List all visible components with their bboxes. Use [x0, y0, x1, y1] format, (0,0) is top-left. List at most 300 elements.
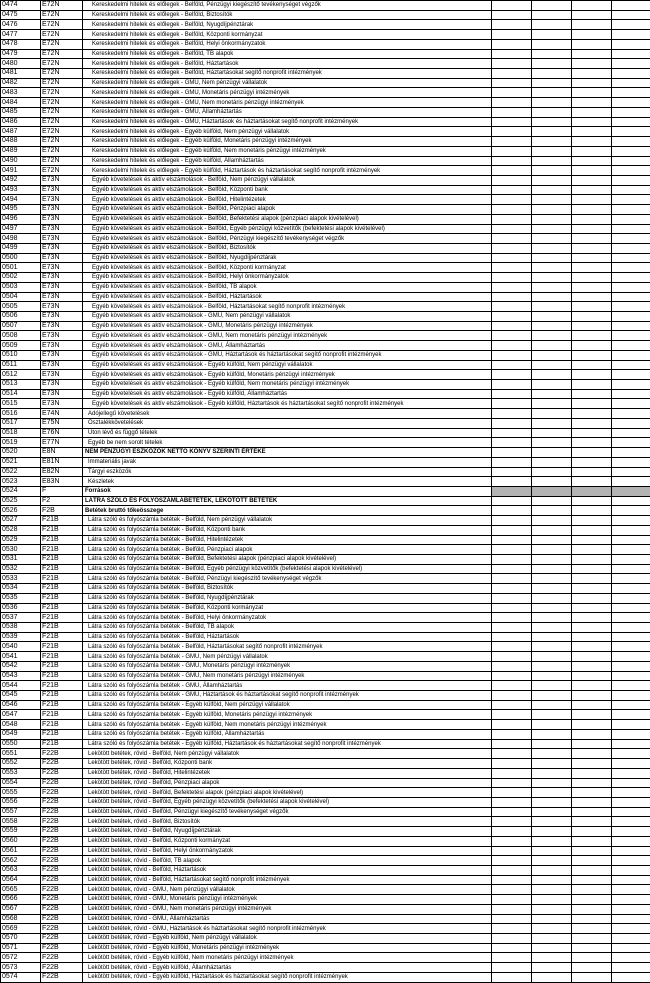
row-code-cell: E73N [41, 292, 83, 302]
value-cell [612, 564, 650, 574]
value-cell [572, 613, 612, 623]
row-number-cell: 0527 [1, 516, 41, 526]
row-description-cell: Kereskedelmi hitelek és előlegek - Belföld, Háztartásokat segítő nonprofit intézmények [83, 69, 492, 79]
value-cell [492, 69, 532, 79]
value-cell [492, 137, 532, 147]
value-cell [492, 380, 532, 390]
value-cell [572, 972, 612, 982]
value-cell [612, 78, 650, 88]
table-row [1, 195, 650, 205]
value-cell [612, 963, 650, 973]
row-description-cell: Osztalékkövetelések [83, 418, 492, 428]
value-cell [612, 107, 650, 117]
value-cell [532, 506, 572, 516]
value-cell [532, 613, 572, 623]
value-cell [572, 69, 612, 79]
row-code-cell: E72N [41, 127, 83, 137]
value-cell [612, 827, 650, 837]
value-cell [532, 117, 572, 127]
row-code-cell: E73N [41, 331, 83, 341]
value-cell [612, 370, 650, 380]
row-code-cell: F21B [41, 603, 83, 613]
value-cell [492, 399, 532, 409]
value-cell [492, 448, 532, 458]
value-cell [572, 380, 612, 390]
row-number-cell: 0532 [1, 564, 41, 574]
value-cell [572, 214, 612, 224]
table-row [1, 661, 650, 671]
value-cell [612, 418, 650, 428]
row-number-cell: 0518 [1, 428, 41, 438]
value-cell [532, 865, 572, 875]
value-cell [572, 39, 612, 49]
row-code-cell: F2 [41, 496, 83, 506]
value-cell [492, 797, 532, 807]
table-row [1, 20, 650, 30]
row-number-cell: 0568 [1, 914, 41, 924]
row-code-cell: F22B [41, 885, 83, 895]
row-description-cell: Egyéb követelések és aktív elszámolások - GMU, Államháztartás [83, 341, 492, 351]
row-description-cell: Egyéb követelések és aktív elszámolások - Belföld, Központi bank [83, 185, 492, 195]
row-description-cell: Látra szóló és folyószámla betétek - GMU, Nem monetáris pénzügyi intézmények [83, 671, 492, 681]
row-number-cell: 0554 [1, 778, 41, 788]
row-description-cell: Egyéb követelések és aktív elszámolások - Egyéb külföld, Háztartások és háztartásokat segítő nonprofit intézmények [83, 399, 492, 409]
row-code-cell: F21B [41, 700, 83, 710]
row-description-cell: Lekötött betétek, rövid - Egyéb külföld, Nem pénzügyi vállalatok [83, 934, 492, 944]
row-number-cell: 0490 [1, 156, 41, 166]
row-number-cell: 0522 [1, 467, 41, 477]
value-cell [492, 865, 532, 875]
table-row [1, 418, 650, 428]
row-code-cell: F21B [41, 535, 83, 545]
value-cell [572, 428, 612, 438]
row-number-cell: 0500 [1, 253, 41, 263]
value-cell [492, 506, 532, 516]
row-number-cell: 0516 [1, 409, 41, 419]
row-description-cell: Források [83, 486, 492, 496]
value-cell [492, 360, 532, 370]
row-description-cell: Egyéb követelések és aktív elszámolások - Belföld, Hitelintézetek [83, 195, 492, 205]
row-code-cell: F2B [41, 506, 83, 516]
table-row [1, 302, 650, 312]
value-cell [492, 904, 532, 914]
row-description-cell: Kereskedelmi hitelek és előlegek - Belföld, Helyi önkormányzatok [83, 39, 492, 49]
row-number-cell: 0488 [1, 137, 41, 147]
row-description-cell: Egyéb követelések és aktív elszámolások - Belföld, TB alapok [83, 282, 492, 292]
table-row [1, 69, 650, 79]
value-cell [612, 88, 650, 98]
value-cell [612, 934, 650, 944]
value-cell [612, 127, 650, 137]
value-cell [492, 30, 532, 40]
value-cell [532, 30, 572, 40]
value-cell [612, 205, 650, 215]
row-number-cell: 0489 [1, 146, 41, 156]
value-cell [532, 205, 572, 215]
row-description-cell: Lekötött betétek, rövid - Belföld, Háztartások [83, 865, 492, 875]
table-row [1, 720, 650, 730]
value-cell [532, 39, 572, 49]
table-row [1, 953, 650, 963]
value-cell [532, 953, 572, 963]
value-cell [572, 749, 612, 759]
row-description-cell: Lekötött betétek, rövid - GMU, Nem pénzügyi vállalatok [83, 885, 492, 895]
row-code-cell: F22B [41, 934, 83, 944]
table-row [1, 350, 650, 360]
table-row [1, 185, 650, 195]
value-cell [572, 273, 612, 283]
row-code-cell: E73N [41, 224, 83, 234]
row-number-cell: 0526 [1, 506, 41, 516]
value-cell [572, 331, 612, 341]
row-number-cell: 0507 [1, 321, 41, 331]
value-cell [532, 554, 572, 564]
row-code-cell: F [41, 486, 83, 496]
row-number-cell: 0546 [1, 700, 41, 710]
row-description-cell: Kereskedelmi hitelek és előlegek - GMU, Nem pénzügyi vállalatok [83, 78, 492, 88]
value-cell [532, 525, 572, 535]
value-cell [492, 593, 532, 603]
row-number-cell: 0486 [1, 117, 41, 127]
value-cell [612, 389, 650, 399]
row-number-cell: 0512 [1, 370, 41, 380]
value-cell [612, 137, 650, 147]
value-cell [572, 554, 612, 564]
row-number-cell: 0509 [1, 341, 41, 351]
row-description-cell: Látra szóló és folyószámla betétek - Belföld, Pénzügyi kiegészítő tevékenységet végzők [83, 574, 492, 584]
value-cell [532, 623, 572, 633]
value-cell [612, 331, 650, 341]
value-cell [532, 438, 572, 448]
row-description-cell: Lekötött betétek, rövid - Belföld, Hitelintézetek [83, 768, 492, 778]
value-cell [572, 875, 612, 885]
value-cell [532, 661, 572, 671]
value-cell [532, 418, 572, 428]
value-cell [612, 263, 650, 273]
row-number-cell: 0574 [1, 972, 41, 982]
value-cell [532, 817, 572, 827]
value-cell [572, 78, 612, 88]
table-row [1, 1, 650, 11]
table-row [1, 292, 650, 302]
row-number-cell: 0538 [1, 623, 41, 633]
value-cell [532, 175, 572, 185]
table-row [1, 321, 650, 331]
row-code-cell: F22B [41, 963, 83, 973]
row-description-cell: Egyéb követelések és aktív elszámolások - Belföld, Egyéb pénzügyi közvetítők (befektetési alapok kivételével) [83, 224, 492, 234]
table-row [1, 875, 650, 885]
row-number-cell: 0573 [1, 963, 41, 973]
value-cell [532, 681, 572, 691]
value-cell [492, 700, 532, 710]
value-cell [572, 895, 612, 905]
row-code-cell: E73N [41, 282, 83, 292]
table-row [1, 865, 650, 875]
value-cell [572, 496, 612, 506]
row-code-cell: E8N [41, 448, 83, 458]
value-cell [532, 788, 572, 798]
row-code-cell: E73N [41, 175, 83, 185]
value-cell [492, 836, 532, 846]
table-row [1, 389, 650, 399]
value-cell [572, 224, 612, 234]
row-code-cell: E73N [41, 350, 83, 360]
row-description-cell: Látra szóló és folyószámla betétek - GMU, Államháztartás [83, 681, 492, 691]
value-cell [612, 448, 650, 458]
row-code-cell: E72N [41, 49, 83, 59]
row-number-cell: 0531 [1, 554, 41, 564]
value-cell [612, 768, 650, 778]
row-description-cell: NEM PÉNZÜGYI ESZKÖZÖK NETTÓ KÖNYV SZERINTI ÉRTÉKE [83, 448, 492, 458]
value-cell [572, 146, 612, 156]
value-cell [532, 749, 572, 759]
row-code-cell: E73N [41, 370, 83, 380]
value-cell [532, 759, 572, 769]
value-cell [612, 234, 650, 244]
value-cell [572, 924, 612, 934]
row-code-cell: F21B [41, 729, 83, 739]
value-cell [492, 438, 532, 448]
value-cell [612, 729, 650, 739]
row-description-cell: Látra szóló és folyószámla betétek - GMU, Háztartások és háztartásokat segítő nonprofit intézmények [83, 691, 492, 701]
value-cell [532, 312, 572, 322]
row-code-cell: E72N [41, 146, 83, 156]
table-row [1, 593, 650, 603]
row-code-cell: E72N [41, 10, 83, 20]
row-number-cell: 0560 [1, 836, 41, 846]
value-cell [572, 350, 612, 360]
value-cell [492, 554, 532, 564]
row-number-cell: 0499 [1, 243, 41, 253]
value-cell [612, 243, 650, 253]
table-row [1, 360, 650, 370]
row-number-cell: 0559 [1, 827, 41, 837]
value-cell [572, 934, 612, 944]
row-description-cell: Kereskedelmi hitelek és előlegek - Egyéb külföld, Monetáris pénzügyi intézmények [83, 137, 492, 147]
row-description-cell: Lekötött betétek, rövid - Belföld, Befektetési alapok (pénzpiaci alapok kivételével) [83, 788, 492, 798]
row-number-cell: 0504 [1, 292, 41, 302]
value-cell [612, 700, 650, 710]
table-row [1, 380, 650, 390]
table-row [1, 234, 650, 244]
value-cell [532, 632, 572, 642]
value-cell [532, 448, 572, 458]
value-cell [612, 788, 650, 798]
value-cell [492, 739, 532, 749]
row-code-cell: E72N [41, 1, 83, 11]
value-cell [492, 584, 532, 594]
row-number-cell: 0479 [1, 49, 41, 59]
table-row [1, 545, 650, 555]
value-cell [612, 691, 650, 701]
row-description-cell: Egyéb követelések és aktív elszámolások - GMU, Háztartások és háztartásokat segítő nonprofit intézmények [83, 350, 492, 360]
row-number-cell: 0529 [1, 535, 41, 545]
value-cell [492, 545, 532, 555]
value-cell [492, 156, 532, 166]
row-number-cell: 0510 [1, 350, 41, 360]
table-row [1, 623, 650, 633]
row-number-cell: 0502 [1, 273, 41, 283]
row-number-cell: 0548 [1, 720, 41, 730]
value-cell [532, 642, 572, 652]
value-cell [532, 739, 572, 749]
table-row [1, 691, 650, 701]
value-cell [492, 681, 532, 691]
row-description-cell: Látra szóló és folyószámla betétek - Egyéb külföld, Nem monetáris pénzügyi intézmények [83, 720, 492, 730]
table-row [1, 477, 650, 487]
value-cell [612, 972, 650, 982]
row-description-cell: Látra szóló és folyószámla betétek - Belföld, Nem pénzügyi vállalatok [83, 516, 492, 526]
table-row [1, 88, 650, 98]
table-row [1, 535, 650, 545]
value-cell [572, 846, 612, 856]
value-cell [532, 846, 572, 856]
row-code-cell: F21B [41, 652, 83, 662]
table-row [1, 797, 650, 807]
value-cell [532, 1, 572, 11]
table-row [1, 943, 650, 953]
value-cell [492, 10, 532, 20]
value-cell [572, 166, 612, 176]
value-cell [572, 710, 612, 720]
row-number-cell: 0476 [1, 20, 41, 30]
value-cell [532, 467, 572, 477]
table-row [1, 963, 650, 973]
row-description-cell: Látra szóló és folyószámla betétek - Egyéb külföld, Háztartások és háztartásokat segítő nonprofit intézmények [83, 739, 492, 749]
value-cell [612, 856, 650, 866]
row-number-cell: 0551 [1, 749, 41, 759]
table-row [1, 107, 650, 117]
row-description-cell: Kereskedelmi hitelek és előlegek - Egyéb külföld, Háztartások és háztartásokat segítő nonprofit intézmények [83, 166, 492, 176]
row-description-cell: Lekötött betétek, rövid - Belföld, Nyugdíjpénztárak [83, 827, 492, 837]
row-number-cell: 0533 [1, 574, 41, 584]
value-cell [612, 525, 650, 535]
row-code-cell: F21B [41, 554, 83, 564]
value-cell [612, 593, 650, 603]
row-description-cell: Egyéb követelések és aktív elszámolások - Egyéb külföld, Monetáris pénzügyi intézmények [83, 370, 492, 380]
value-cell [492, 603, 532, 613]
value-cell [492, 632, 532, 642]
value-cell [612, 380, 650, 390]
value-cell [612, 409, 650, 419]
row-number-cell: 0536 [1, 603, 41, 613]
table-row [1, 759, 650, 769]
row-number-cell: 0523 [1, 477, 41, 487]
row-description-cell: Látra szóló és folyószámla betétek - Belföld, Egyéb pénzügyi közvetítők (befektetési alapok kivételével) [83, 564, 492, 574]
row-description-cell: Lekötött betétek, rövid - Belföld, Helyi önkormányzatok [83, 846, 492, 856]
value-cell [532, 904, 572, 914]
table-row [1, 127, 650, 137]
table-row [1, 613, 650, 623]
row-description-cell: Látra szóló és folyószámla betétek - Belföld, Háztartások [83, 632, 492, 642]
row-number-cell: 0519 [1, 438, 41, 448]
table-row [1, 117, 650, 127]
value-cell [612, 778, 650, 788]
row-number-cell: 0474 [1, 1, 41, 11]
row-number-cell: 0544 [1, 681, 41, 691]
value-cell [572, 652, 612, 662]
row-number-cell: 0485 [1, 107, 41, 117]
value-cell [532, 409, 572, 419]
value-cell [572, 914, 612, 924]
table-row [1, 263, 650, 273]
value-cell [572, 1, 612, 11]
value-cell [532, 807, 572, 817]
value-cell [612, 865, 650, 875]
value-cell [492, 642, 532, 652]
row-code-cell: E73N [41, 214, 83, 224]
row-number-cell: 0567 [1, 904, 41, 914]
table-row [1, 729, 650, 739]
value-cell [532, 914, 572, 924]
row-code-cell: E74N [41, 409, 83, 419]
row-code-cell: E72N [41, 39, 83, 49]
row-description-cell: Kereskedelmi hitelek és előlegek - Egyéb külföld, Nem pénzügyi vállalatok [83, 127, 492, 137]
value-cell [492, 166, 532, 176]
value-cell [612, 350, 650, 360]
row-code-cell: E81N [41, 457, 83, 467]
row-description-cell: Kereskedelmi hitelek és előlegek - Belföld, Háztartások [83, 59, 492, 69]
value-cell [572, 234, 612, 244]
row-number-cell: 0557 [1, 807, 41, 817]
row-description-cell: Egyéb követelések és aktív elszámolások - Belföld, Befektetési alapok (pénzpiaci alapok kivételével) [83, 214, 492, 224]
value-cell [612, 486, 650, 496]
value-cell [612, 817, 650, 827]
value-cell [572, 584, 612, 594]
value-cell [532, 972, 572, 982]
table-row [1, 486, 650, 496]
row-code-cell: E73N [41, 341, 83, 351]
table-row [1, 836, 650, 846]
value-cell [492, 924, 532, 934]
value-cell [612, 924, 650, 934]
table-row [1, 584, 650, 594]
row-code-cell: E82N [41, 467, 83, 477]
value-cell [532, 535, 572, 545]
row-number-cell: 0513 [1, 380, 41, 390]
row-number-cell: 0541 [1, 652, 41, 662]
table-row [1, 642, 650, 652]
value-cell [492, 564, 532, 574]
value-cell [612, 98, 650, 108]
value-cell [492, 972, 532, 982]
row-description-cell: Látra szóló és folyószámla betétek - Belföld, Pénzpiaci alapok [83, 545, 492, 555]
value-cell [572, 545, 612, 555]
row-code-cell: E73N [41, 312, 83, 322]
value-cell [572, 681, 612, 691]
row-number-cell: 0478 [1, 39, 41, 49]
value-cell [532, 195, 572, 205]
value-cell [532, 428, 572, 438]
row-description-cell: Úton lévő és függő tételek [83, 428, 492, 438]
value-cell [492, 59, 532, 69]
value-cell [612, 321, 650, 331]
value-cell [612, 574, 650, 584]
value-cell [492, 253, 532, 263]
value-cell [532, 156, 572, 166]
table-row [1, 214, 650, 224]
row-number-cell: 0498 [1, 234, 41, 244]
value-cell [612, 603, 650, 613]
value-cell [612, 652, 650, 662]
value-cell [492, 953, 532, 963]
row-code-cell: E73N [41, 389, 83, 399]
row-description-cell: Egyéb követelések és aktív elszámolások - Egyéb külföld, Nem monetáris pénzügyi intézmények [83, 380, 492, 390]
value-cell [572, 360, 612, 370]
row-description-cell: Látra szóló és folyószámla betétek - Belföld, Helyi önkormányzatok [83, 613, 492, 623]
value-cell [612, 10, 650, 20]
value-cell [612, 904, 650, 914]
